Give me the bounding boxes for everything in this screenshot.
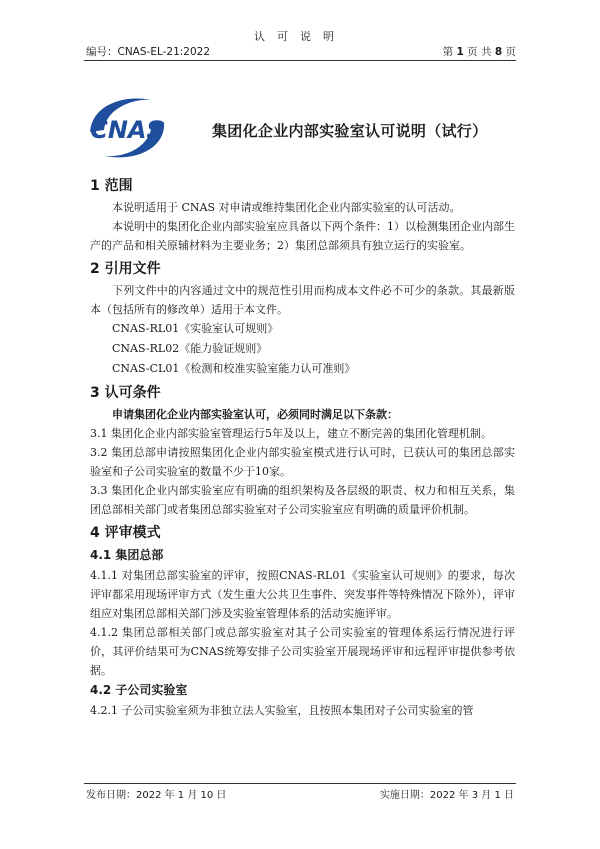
page-mid: 页 共 — [467, 46, 492, 58]
clause-4-1-1: 4.1.1 对集团总部实验室的评审，按照CNAS-RL01《实验室认可规则》的要求，每次评审都采用现场评审方式（发生重大公共卫生事件、突发事件等特殊情况下除外），评审组应对集团总部相关部门涉及实验室管理体系的活动实施评审。 — [90, 569, 515, 620]
section-2-para-1: 下列文件中的内容通过文中的规范性引用而构成本文件必不可少的条款。其最新版本（包括所有的修改单）适用于本文件。 — [90, 284, 515, 316]
clause-3-1: 3.1 集团化企业内部实验室管理运行5年及以上，建立不断完善的集团化管理机制。 — [90, 427, 492, 440]
section-3-lead: 申请集团化企业内部实验室认可，必须同时满足以下条款： — [112, 408, 398, 421]
page-indicator — [443, 44, 516, 59]
page-post: 页 — [505, 46, 516, 58]
page-total: 8 — [494, 46, 503, 58]
clause-4-1-2: 4.1.2 集团总部相关部门或总部实验室对其子公司实验室的管理体系运行情况进行评价，其评价结果可为CNAS统筹安排子公司实验室开展现场评审和远程评审提供参考依据。 — [90, 626, 515, 677]
subsection-4-1-heading: 4.1 集团总部 — [90, 548, 164, 562]
section-1-para-1: 本说明适用于 CNAS 对申请或维持集团化企业内部实验室的认可活动。 — [112, 201, 461, 214]
reference-item: CNAS-RL02《能力验证规则》 — [112, 342, 268, 355]
clause-3-3: 3.3 集团化企业内部实验室应有明确的组织架构及各层级的职责、权力和相互关系，集团总部相关部门或者集团总部实验室对子公司实验室应有明确的质量评价机制。 — [90, 484, 515, 516]
reference-item: CNAS-CL01《检测和校准实验室能力认可准则》 — [112, 362, 356, 375]
page-pre: 第 — [442, 46, 454, 58]
document-body — [90, 172, 515, 720]
cnas-logo — [82, 92, 172, 164]
subsection-4-2-heading: 4.2 子公司实验室 — [90, 683, 188, 697]
section-1-para-2: 本说明中的集团化企业内部实验室应具备以下两个条件：1）以检测集团企业内部生产的产品和相关原辅材料为主要业务；2）集团总部须具有独立运行的实验室。 — [90, 220, 515, 252]
clause-4-2-1: 4.2.1 子公司实验室须为非独立法人实验室，且按照本集团对子公司实验室的管 — [90, 704, 474, 717]
effective-date: 实施日期：2022 年 3 月 1 日 — [379, 790, 514, 801]
section-1-heading: 1 范围 — [90, 178, 133, 194]
section-4-heading: 4 评审模式 — [90, 525, 161, 541]
header-divider — [84, 60, 516, 61]
section-3-heading: 3 认可条件 — [90, 385, 161, 401]
page-number: 1 — [456, 46, 464, 58]
document-title: 集团化企业内部实验室认可说明（试行） — [212, 122, 488, 140]
logo-text: CNAS — [90, 116, 164, 144]
section-2-heading: 2 引用文件 — [90, 261, 161, 277]
reference-item: CNAS-RL01《实验室认可规则》 — [112, 322, 279, 335]
footer-divider — [84, 783, 516, 784]
header-title: 认可说明 — [254, 30, 346, 43]
issue-date: 发布日期：2022 年 1 月 10 日 — [86, 790, 227, 801]
clause-3-2: 3.2 集团总部申请按照集团化企业内部实验室模式进行认可时，已获认可的集团总部实验室和子公司实验室的数量不少于10家。 — [90, 446, 515, 478]
document-code: 编号：CNAS-EL-21:2022 — [86, 46, 211, 58]
